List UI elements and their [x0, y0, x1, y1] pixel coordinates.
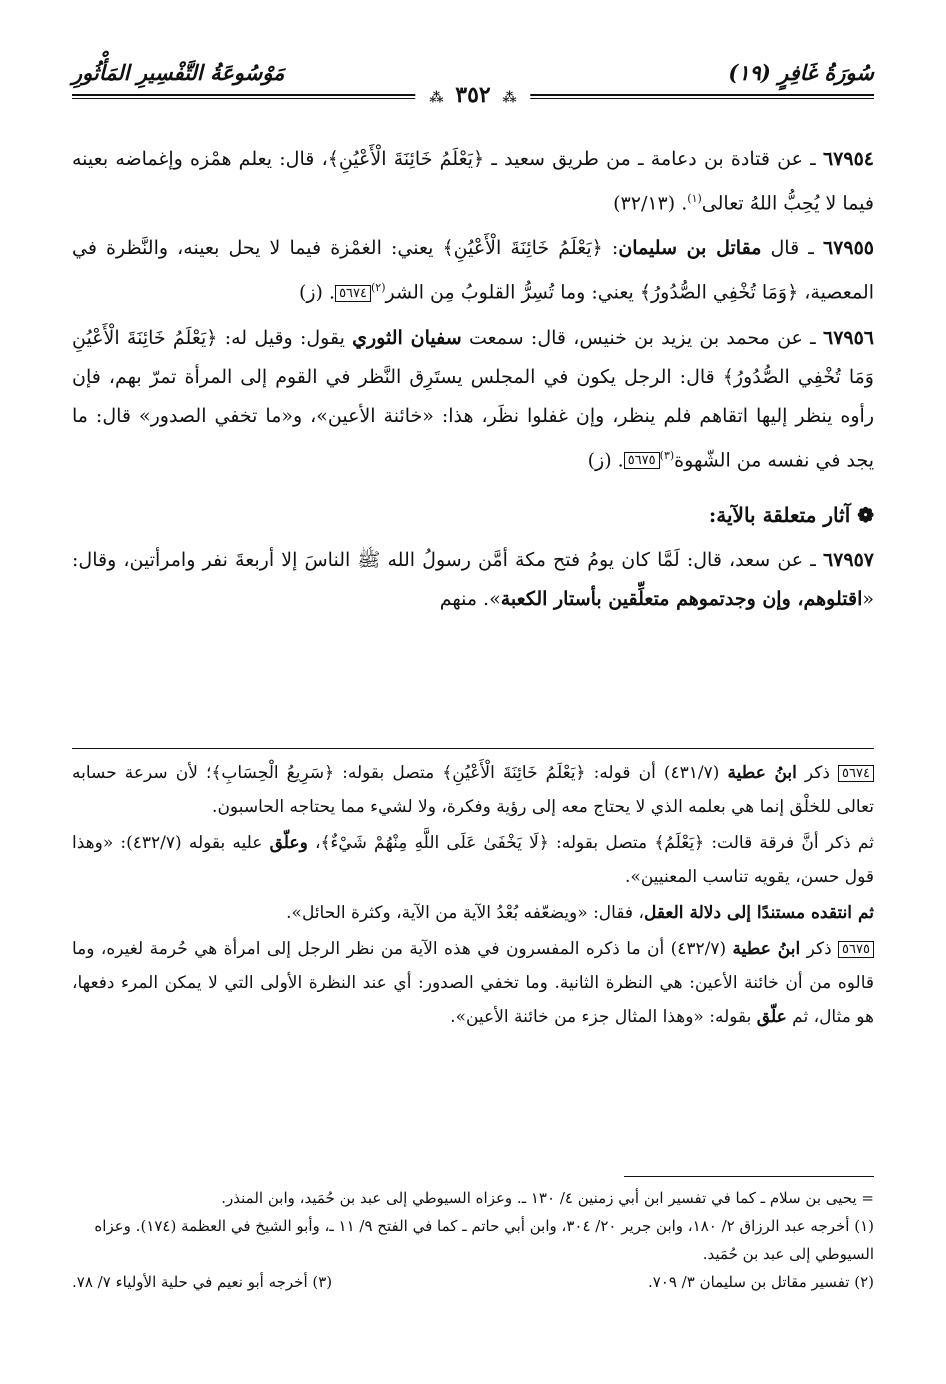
entry-67954	[72, 140, 874, 223]
entry-number: ٦٧٩٥٦	[822, 326, 875, 349]
note-emph: ثم انتقده مستندًا إلى دلالة العقل	[643, 903, 874, 923]
note-box: ٥٦٧٥	[838, 941, 874, 958]
surah-title: سُورَةُ غَافِرٍ (١٩)	[728, 60, 874, 85]
note-pre: ذكر	[796, 763, 839, 783]
page-number	[415, 82, 530, 108]
note-pre: ذكر	[800, 939, 839, 959]
entry-number: ٦٧٩٥٤	[822, 148, 874, 170]
section-title: ❁ آثار متعلقة بالآية:	[708, 502, 874, 527]
entry-number: ٦٧٩٥٧	[822, 548, 874, 571]
entry-tail: ». منهم	[439, 587, 501, 610]
note-text: ، فقال: «ويضعّفه بُعْدُ الآية من الآية، وكثرة الحائل».	[286, 903, 644, 923]
page-header	[72, 58, 874, 118]
ornament-icon: ⁂	[502, 90, 517, 106]
note-text: ثم ذكر أنَّ فرقة قالت: ﴿يَعْلَمُ﴾ متصل بقوله: ﴿لَا يَخْفَىٰ عَلَى اللَّهِ مِنْهُمْ شَيْءٌ﴾،	[307, 833, 874, 853]
entry-tail: . (ز)	[587, 448, 624, 471]
note-emph: وعلّق	[269, 833, 308, 853]
footnote-row	[72, 1268, 874, 1296]
page-number-value: ٣٥٢	[455, 82, 491, 108]
entry-pre: ـ عن محمد بن يزيد بن خنيس، قال: سمعت	[461, 326, 823, 349]
note-5675	[72, 932, 874, 1034]
entry-tail: . (٣٢/١٣)	[613, 192, 688, 215]
entry-text: ـ عن سعد، قال: لَمَّا كان يومُ فتح مكة أمَّن رسولُ الله ﷺ الناسَ إلا أربعةَ نفر وامرأتين، وقال: «	[72, 548, 874, 610]
footnote-ref[interactable]: (٣)	[659, 448, 675, 462]
note-5674-cont	[72, 826, 874, 894]
entry-67955	[72, 229, 874, 312]
note-5674-critique	[72, 896, 874, 930]
footnotes	[72, 1184, 874, 1296]
note-5674	[72, 756, 874, 824]
footnote-1: (١) أخرجه عبد الرزاق ٢/ ١٨٠، وابن جرير ٢٠/ ٣٠٤، وابن أبي حاتم ـ كما في الفتح ٩/ ١١ ـ، وأبو الشيخ في العظمة (١٧٤). وعزاه السيوطي إلى عبد بن حُمَيد.	[94, 1217, 874, 1263]
speaker-name: سفيان الثوري	[352, 326, 462, 349]
ornament-icon: ⁂	[429, 90, 444, 106]
note-text: بقوله: «وهذا المثال جزء من خائنة الأعين».	[450, 1007, 757, 1027]
main-text	[72, 140, 874, 625]
commentary-notes	[72, 756, 874, 1036]
entry-tail: . (ز)	[298, 281, 336, 304]
entry-text: : ﴿يَعْلَمُ خَائِنَةَ الْأَعْيُنِ﴾ يعني: الغمْزة فيما لا يحل بعينه، والنَّظرة في المعصية، ﴿وَمَا تُخْفِي الصُّدُورُ﴾ يعني: وما تُسِرُّ القلوبُ مِن الشر	[72, 237, 874, 304]
footnote-ref[interactable]: (٢)	[371, 281, 386, 295]
author-name: ابنُ عطية	[732, 939, 801, 959]
entry-text: يقول: وقيل له: ﴿يَعْلَمُ خَائِنَةَ الْأَعْيُنِ وَمَا تُخْفِي الصُّدُورُ﴾ قال: الرجل يكون في المجلس يستَرِق النَّظر في القوم إلى المرأة تمرّ بهم، فإن رأوه ينظر إليها اتقاهم فلم ينظر، وإن غفلوا نظَر، هذا: «خائنة الأعين»، و«ما تخفي الصدور» قال: ما يجد في نفسه من الشّهوة	[72, 326, 874, 471]
entry-67957	[72, 541, 874, 619]
note-text: عليه بقوله (٤٣٢/٧): «وهذا قول حسن، يقويه تناسب المعنيين».	[72, 833, 874, 887]
note-emph: علّق	[756, 1007, 787, 1027]
footnote-continuation: = يحيى بن سلام ـ كما في تفسير ابن أبي زمنين ٤/ ١٣٠ ـ. وعزاه السيوطي إلى عبد بن حُمَيد، وابن المنذر.	[221, 1189, 874, 1207]
note-ref-box[interactable]: ٥٦٧٥	[624, 452, 660, 469]
footnote-3: (٣) أخرجه أبو نعيم في حلية الأولياء ٧/ ٧٨.	[72, 1273, 333, 1291]
speaker-name: مقاتل بن سليمان	[618, 237, 762, 260]
footnote-ref[interactable]: (١)	[687, 192, 702, 205]
book-title: مَوْسُوعَةُ التَّفْسِيرِ المَأْثُورِ	[72, 60, 285, 85]
entry-number: ٦٧٩٥٥	[822, 237, 874, 260]
note-text: (٤٣٢/٧) أن ما ذكره المفسرون في هذه الآية من نظر الرجل إلى امرأة هي حُرمة لغيره، وما قالوه من أن خائنة الأعين: هي النظرة الثانية. وما تخفي الصدور: أي عند النظرة الأولى التي لا يمكن المرء دفعها، هو مثال، ثم	[72, 939, 874, 1027]
entry-pre: ـ قال	[761, 237, 823, 260]
entry-text: ـ عن قتادة بن دعامة ـ من طريق سعيد ـ ﴿يَعْلَمُ خَائِنَةَ الْأَعْيُنِ﴾، قال: يعلم همْزه وإغماضه بعينه فيما لا يُحِبُّ اللهُ تعالى	[72, 148, 874, 215]
notes-divider	[72, 748, 874, 749]
note-ref-box[interactable]: ٥٦٧٤	[335, 285, 371, 302]
author-name: ابنُ عطية	[727, 763, 797, 783]
note-box: ٥٦٧٤	[838, 765, 874, 782]
footnote-rule	[624, 1176, 874, 1177]
footnote-2: (٢) تفسير مقاتل بن سليمان ٣/ ٧٠٩.	[647, 1273, 874, 1291]
hadith-quote: اقتلوهم، وإن وجدتموهم متعلِّقين بأستار الكعبة	[500, 587, 863, 610]
note-text: (٤٣١/٧) أن قوله: ﴿يَعْلَمُ خَائِنَةَ الْأَعْيُنِ﴾ متصل بقوله: ﴿سَرِيعُ الْحِسَابِ﴾؛ لأن سرعة حسابه تعالى للخلْق إنما هي بعلمه الذي لا يحتاج معه إلى رؤية وفكرة، ولا لشيء مما يحتاجه الحاسبون.	[72, 763, 874, 817]
entry-67956	[72, 319, 874, 480]
